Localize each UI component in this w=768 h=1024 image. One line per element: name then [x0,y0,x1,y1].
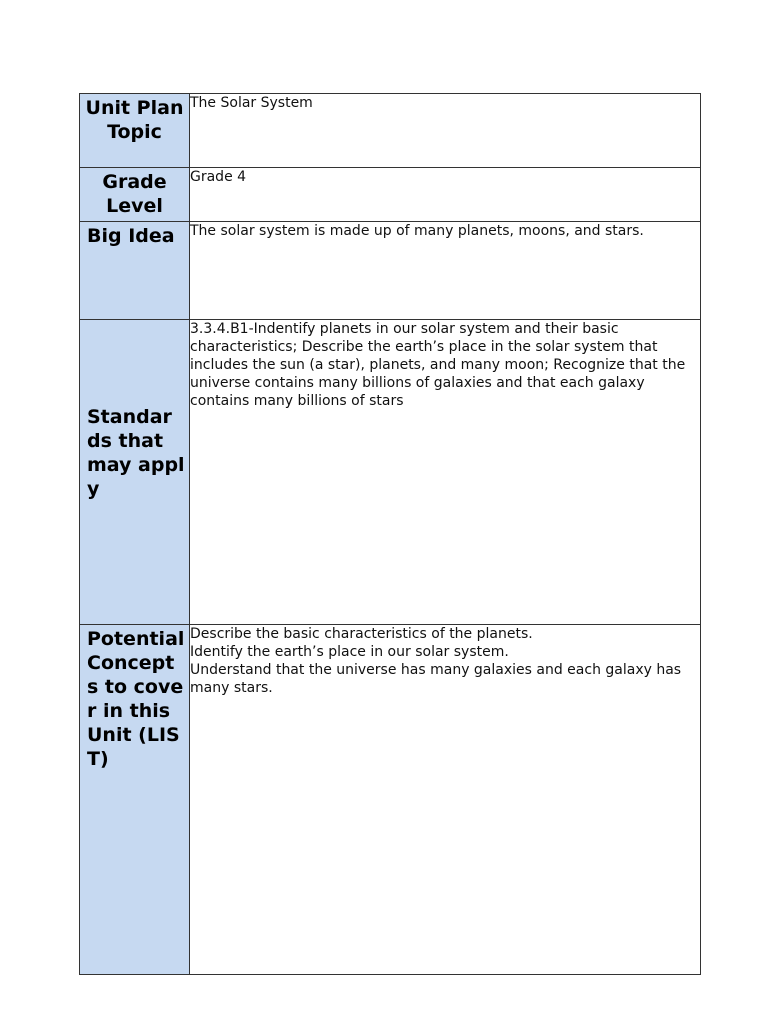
content-line: Grade 4 [190,169,247,185]
value-unit-plan-topic [190,94,701,168]
table-row-unit-plan-topic [80,94,701,168]
label-unit-plan-topic: Unit Plan Topic [80,94,190,168]
table-row-big-idea [80,222,701,320]
content-line: 3.3.4.B1-Indentify planets in our solar system and their basic characteristics; Describe the earth’s place in the solar system that includes the sun (a star), planets, and many moon; Recognize that the universe contains many billions of galaxies and that each galaxy contains many billions of stars [190,321,686,409]
content-line: The Solar System [190,95,313,111]
value-potential-concepts [190,625,701,975]
value-big-idea [190,222,701,320]
label-grade-level: Grade Level [80,168,190,222]
unit-plan-table [79,93,701,975]
content-line: Describe the basic characteristics of the planets. [190,626,533,642]
label-standards: Standards that may apply [80,320,190,625]
table-row-grade-level [80,168,701,222]
content-line: Identify the earth’s place in our solar system. [190,644,509,660]
label-big-idea: Big Idea [80,222,190,320]
value-standards [190,320,701,625]
label-potential-concepts: Potential Concepts to cover in this Unit (LIST) [80,625,190,975]
value-grade-level [190,168,701,222]
table-row-potential-concepts [80,625,701,975]
content-line: Understand that the universe has many galaxies and each galaxy has many stars. [190,662,682,696]
table-row-standards [80,320,701,625]
content-line: The solar system is made up of many planets, moons, and stars. [190,223,644,239]
